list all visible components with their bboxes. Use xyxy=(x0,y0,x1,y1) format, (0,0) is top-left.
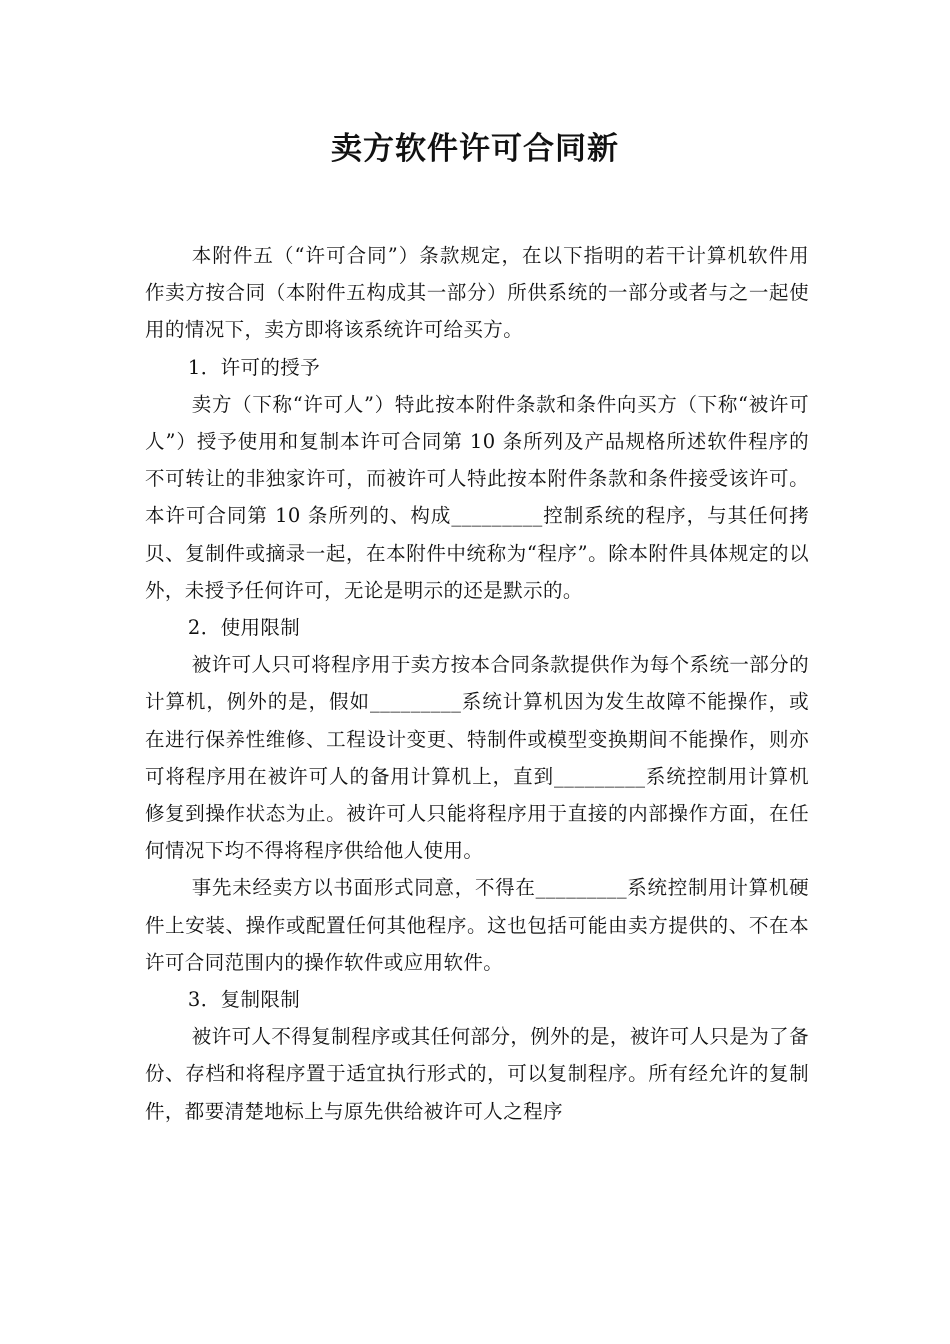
section-heading-license-grant: 1．许可的授予 xyxy=(187,355,321,379)
other-programs-paragraph: 事先未经卖方以书面形式同意，不得在_________系统控制用计算机硬件上安装、操作或配置任何其他程序。这也包括可能由卖方提供的、不在本许可合同范围内的操作软件或应用软件。 xyxy=(145,876,809,974)
document-body xyxy=(145,237,809,1130)
document-title: 卖方软件许可合同新 xyxy=(331,131,619,167)
section-heading-use-restrictions: 2．使用限制 xyxy=(187,616,301,640)
license-grant-paragraph: 卖方（下称“许可人”）特此按本附件条款和条件向买方（下称“被许可人”）授予使用和复制本许可合同第 10 条所列及产品规格所述软件程序的不可转让的非独家许可，而被许可人特此按本附件条款和条件接受该许可。本许可合同第 10 条所列的、构成_________控制系统的程序，与其任何拷贝、复制件或摘录一起，在本附件中统称为“程序”。除本附件具体规定的以外，未授予任何许可，无论是明示的还是默示的。 xyxy=(145,392,809,602)
section-heading-copy-restrictions: 3．复制限制 xyxy=(187,988,301,1012)
intro-paragraph: 本附件五（“许可合同”）条款规定，在以下指明的若干计算机软件用作卖方按合同（本附件五构成其一部分）所供系统的一部分或者与之一起使用的情况下，卖方即将该系统许可给买方。 xyxy=(145,244,809,342)
use-restrictions-paragraph: 被许可人只可将程序用于卖方按本合同条款提供作为每个系统一部分的计算机，例外的是，假如_________系统计算机因为发生故障不能操作，或在进行保养性维修、工程设计变更、特制件或模型变换期间不能操作，则亦可将程序用在被许可人的备用计算机上，直到_________系统控制用计算机修复到操作状态为止。被许可人只能将程序用于直接的内部操作方面，在任何情况下均不得将程序供给他人使用。 xyxy=(145,653,809,863)
copy-restrictions-paragraph: 被许可人不得复制程序或其任何部分，例外的是，被许可人只是为了备份、存档和将程序置于适宜执行形式的，可以复制程序。所有经允许的复制件，都要清楚地标上与原先供给被许可人之程序 xyxy=(145,1025,809,1123)
